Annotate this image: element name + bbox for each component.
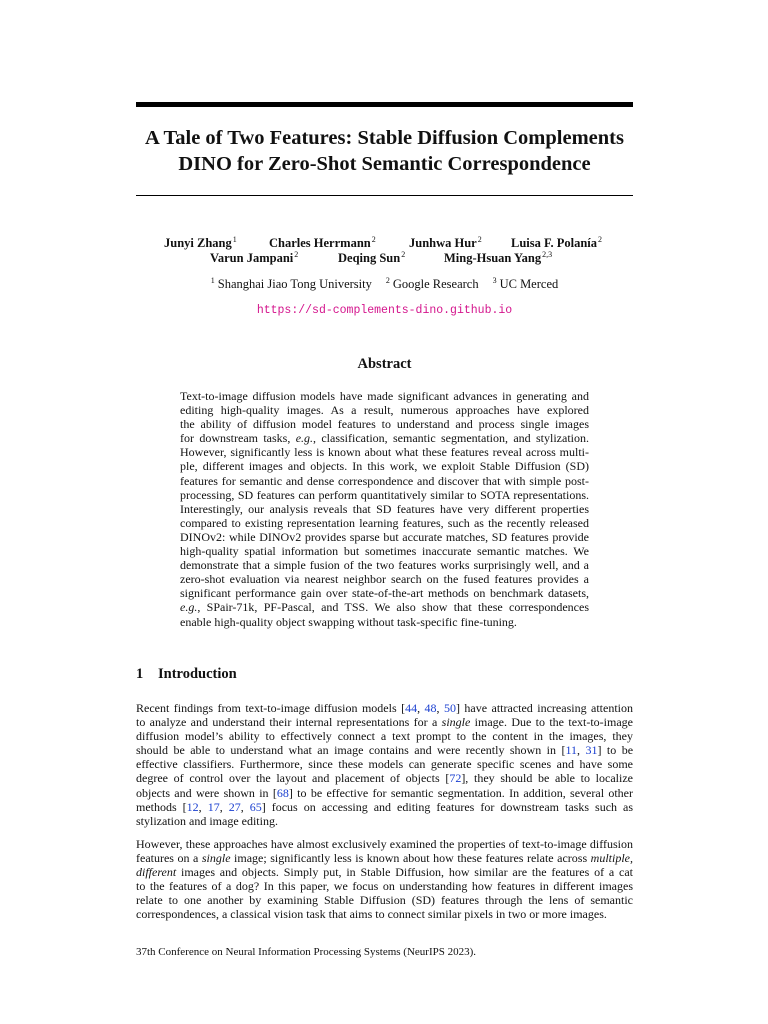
citation-link[interactable]: 48: [424, 701, 437, 715]
citation-link[interactable]: 11: [565, 743, 578, 758]
text-line: correspondences, a classical vision task that aims to connect similar pixels in two or more images.: [136, 907, 607, 922]
affiliation: Google Research: [392, 277, 479, 291]
text-line: compared to existing representation learning features, such as the recently released: [180, 515, 589, 530]
citation-link[interactable]: 68: [276, 785, 289, 800]
author: Junyi Zhang$^1$: [164, 235, 237, 250]
text-line: Recent findings from text-to-image diffusion models [44, 48, 50] have attracted increasing attention: [136, 701, 634, 715]
author: Luisa F. Polanía$^2$: [511, 235, 603, 250]
citation-link[interactable]: 31: [585, 743, 598, 758]
text-line: processing, SD features can perform quantitatively similar to SOTA representations.: [180, 487, 589, 502]
text-line: DINOv2: while DINOv2 provides sparse but accurate matches, SD features provide: [180, 529, 589, 544]
author: Charles Herrmann$^2$: [269, 235, 376, 250]
conference-footnote: 37th Conference on Neural Information Processing Systems (NeurIPS 2023).: [136, 946, 477, 958]
text-line: high-quality spatial information but sometimes inaccurate semantic matches. We: [180, 544, 589, 559]
text-line: the ability of diffusion model features to understand and process single images: [180, 417, 589, 432]
text-line: diffusion model’s ability to effectively connect a text prompt to the content in the images, they: [136, 729, 633, 744]
text-line: Text-to-image diffusion models have made significant advances in generating and: [180, 389, 589, 403]
citation-link[interactable]: 50: [443, 701, 456, 715]
title-line: A Tale of Two Features: Stable Diffusion Complements: [145, 127, 624, 149]
citation-link[interactable]: 44: [405, 701, 418, 715]
text-line: for downstream tasks, e.g., classification, semantic segmentation, and stylization.: [180, 431, 589, 446]
text-line: significant performance gain over state-of-the-art methods on benchmark datasets,: [180, 586, 589, 601]
text-line: degree of control over the layout and placement of objects [72], they should be able to localize: [136, 771, 633, 786]
text-line: features on a single image; significantly less is known about how these features relate across multiple,: [136, 851, 633, 866]
abstract-heading: Abstract: [357, 356, 412, 372]
citation-link[interactable]: 65: [249, 799, 262, 814]
text-line: However, significantly less is known about what these features reveal across multi-: [180, 445, 589, 460]
citation-link[interactable]: 17: [207, 799, 220, 814]
affiliations: $^1$ Shanghai Jiao Tong University $^2$ Google Research $^3$ UC Merced: [210, 276, 559, 291]
text-line: methods [12, 17, 27, 65] focus on accessing and editing features for downstream tasks such as: [136, 799, 634, 814]
title-bottom-rule: [136, 195, 633, 196]
project-url-link[interactable]: https://sd-complements-dino.github.io: [256, 304, 513, 317]
citation-link[interactable]: 12: [186, 799, 199, 814]
text-line: zero-shot evaluation via nearest neighbor search on the fused features provides a: [180, 572, 589, 587]
citation-link[interactable]: 72: [449, 771, 462, 786]
author: Ming-Hsuan Yang$^{2,3}$: [444, 250, 553, 265]
text-line: e.g., SPair-71k, PF-Pascal, and TSS. We also show that these correspondences: [180, 600, 589, 615]
text-line: different images and objects. Simply put, in Stable Diffusion, how similar are the features of a cat: [136, 865, 633, 880]
title-line: DINO for Zero-Shot Semantic Correspondence: [178, 153, 591, 175]
text-line: to the features of a dog? In this paper, we focus on understanding how features in different images: [136, 879, 633, 894]
section-heading: 1 Introduction: [136, 666, 237, 682]
author: Varun Jampani$^2$: [210, 250, 299, 265]
text-line: objects and were shown in [68] to be effective for semantic segmentation. In addition, several other: [136, 785, 634, 800]
text-line: Interestingly, our analysis reveals that SD features have very different properties: [180, 501, 589, 516]
intro-paragraph: [136, 701, 633, 828]
abstract-body: [180, 389, 589, 629]
text-line: editing high-quality images. As a result, numerous approaches have explored: [180, 403, 589, 418]
text-line: relate to one another by examining Stable Diffusion (SD) features through the lens of semantic: [136, 893, 633, 908]
title-top-rule: [136, 102, 633, 107]
author: Deqing Sun$^2$: [338, 250, 406, 265]
text-line: ple, different images and objects. In this work, we exploit Stable Diffusion (SD): [180, 459, 589, 474]
text-line: However, these approaches have almost exclusively examined the properties of text-to-image diffusion: [136, 837, 633, 851]
author: Junhwa Hur$^2$: [409, 235, 482, 250]
text-line: should be able to understand what an image contains and were recently shown in [11, 31] to be: [136, 743, 634, 758]
text-line: to analyze and understand their internal representations for a single image. Due to the text-to-image: [136, 715, 633, 730]
text-line: enable high-quality object swapping without task-specific fine-tuning.: [180, 614, 517, 629]
paper-title: [120, 125, 649, 177]
affiliation: UC Merced: [499, 277, 559, 291]
text-line: features for semantic and dense correspondence and discover that with simple post-: [180, 473, 589, 488]
affiliation: Shanghai Jiao Tong University: [217, 277, 372, 291]
text-line: effective classifiers. Furthermore, since these models can generate specific scenes and have some: [136, 757, 633, 772]
citation-link[interactable]: 27: [228, 799, 241, 814]
intro-paragraph: [136, 837, 633, 922]
text-line: stylization and image editing.: [136, 813, 278, 828]
text-line: demonstrate that a simple fusion of the two features works surprisingly well, and a: [180, 558, 589, 573]
